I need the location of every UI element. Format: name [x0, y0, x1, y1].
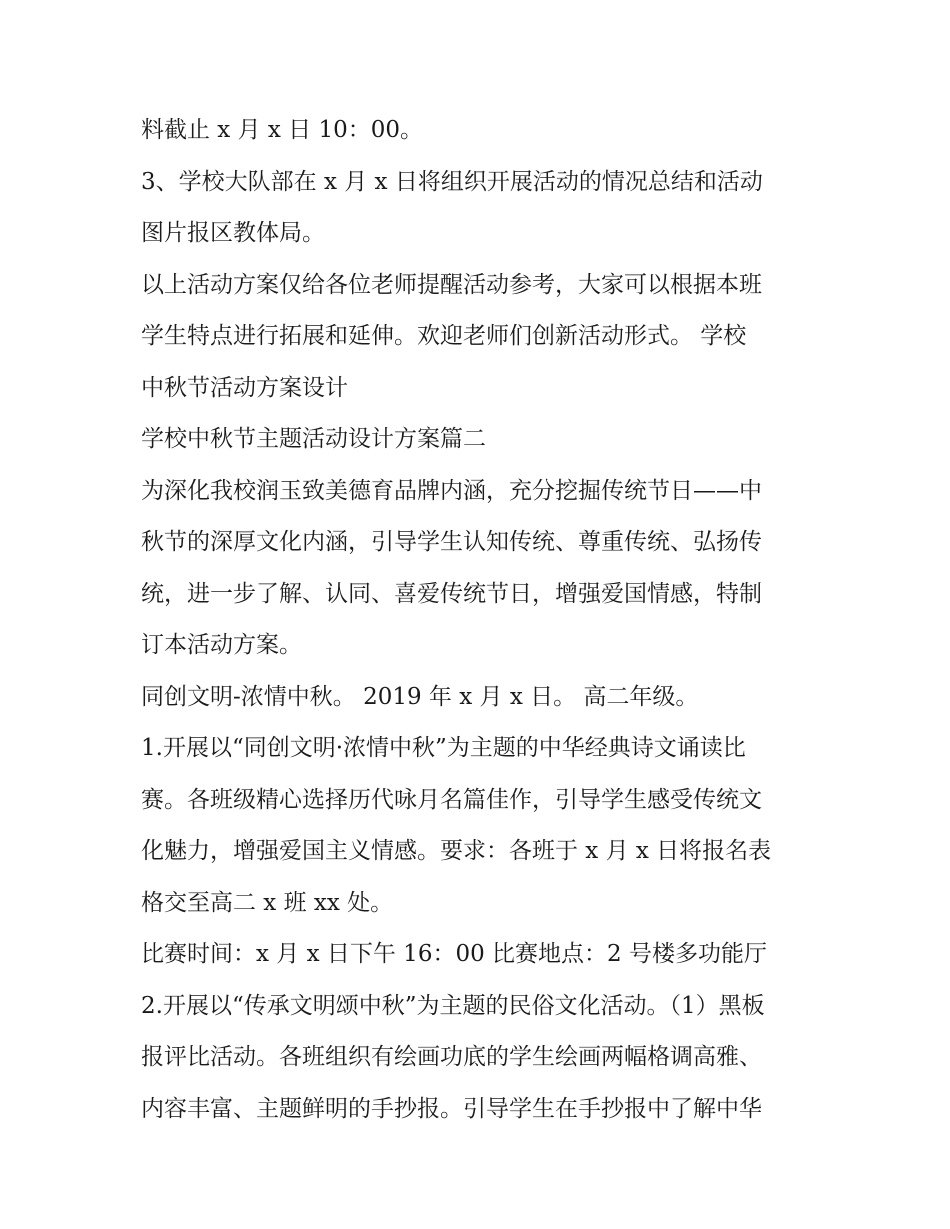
text-line: 内容丰富、主题鲜明的手抄报。引导学生在手抄报中了解中华	[141, 1095, 762, 1122]
text-line: 订本活动方案。	[141, 632, 302, 658]
text-line: 比赛时间：x 月 x 日下午 16：00 比赛地点：2 号楼多功能厅	[141, 941, 767, 967]
text-line: 统，进一步了解、认同、喜爱传统节日，增强爱国情感，特制	[141, 580, 762, 607]
text-line: 1.开展以“同创文明·浓情中秋”为主题的中华经典诗文诵读比	[141, 735, 746, 761]
text-line: 化魅力，增强爱国主义情感。要求：各班于 x 月 x 日将报名表	[141, 838, 772, 864]
text-line: 图片报区教体局。	[141, 220, 325, 246]
text-line: 同创文明-浓情中秋。 2019 年 x 月 x 日。 高二年级。	[141, 683, 699, 710]
text-line: 料截止 x 月 x 日 10：00。	[141, 117, 424, 143]
text-line: 3、学校大队部在 x 月 x 日将组织开展活动的情况总结和活动	[141, 168, 763, 195]
text-line: 学生特点进行拓展和延伸。欢迎老师们创新活动形式。 学校	[141, 323, 747, 349]
text-line: 以上活动方案仅给各位老师提醒活动参考，大家可以根据本班	[141, 271, 762, 298]
text-line: 为深化我校润玉致美德育品牌内涵，充分挖掘传统节日——中	[141, 477, 762, 504]
text-line: 格交至高二 x 班 xx 处。	[141, 889, 394, 916]
body-text	[141, 108, 821, 1138]
text-line: 报评比活动。各班组织有绘画功底的学生绘画两幅格调高雅、	[141, 1044, 762, 1070]
text-line: 中秋节活动方案设计	[141, 374, 348, 401]
text-line: 2.开展以“传承文明颂中秋”为主题的民俗文化活动。（1）黑板	[141, 992, 765, 1019]
text-line: 秋节的深厚文化内涵，引导学生认知传统、尊重传统、弘扬传	[141, 529, 762, 555]
section-heading: 学校中秋节主题活动设计方案篇二	[141, 426, 486, 452]
text-line: 赛。各班级精心选择历代咏月名篇佳作，引导学生感受传统文	[141, 786, 762, 813]
